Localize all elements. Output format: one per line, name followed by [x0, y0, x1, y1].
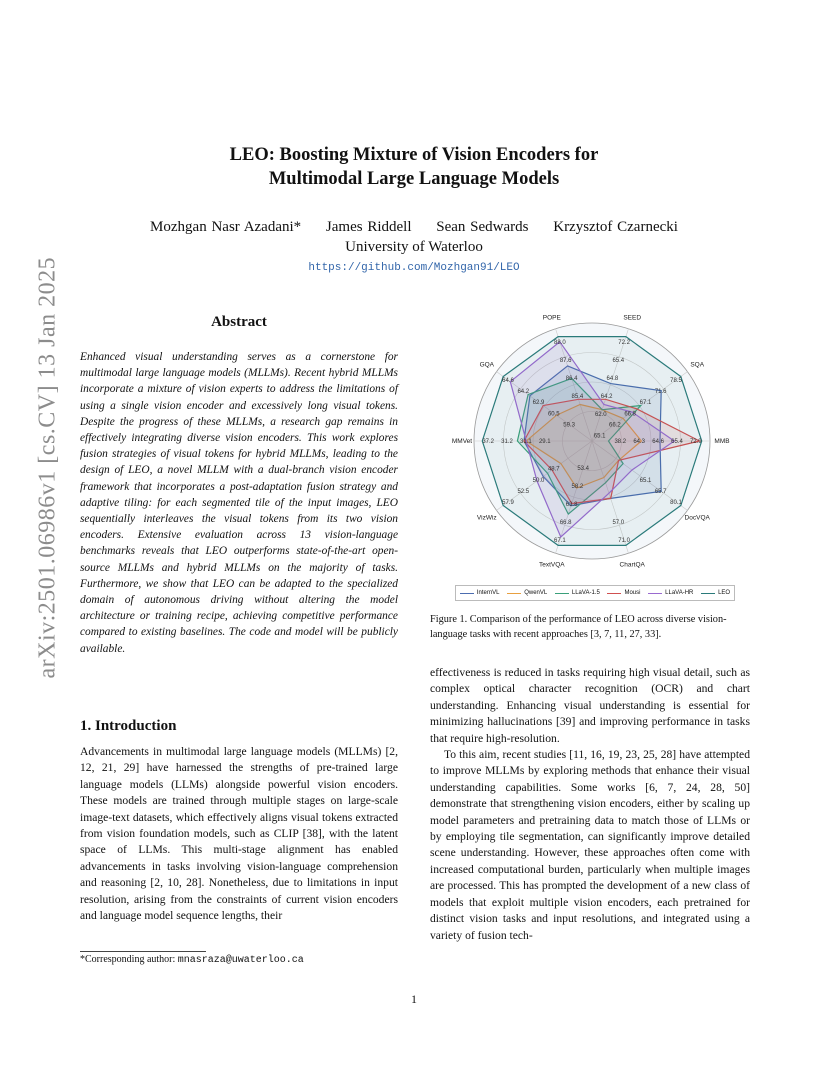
tick-label: 88.0: [554, 340, 566, 347]
tick-label: 53.4: [577, 465, 590, 472]
legend-label: QwenVL: [524, 590, 548, 596]
tick-label: 66.8: [559, 519, 572, 526]
affiliation: University of Waterloo: [345, 239, 483, 255]
tick-label: 37.2: [482, 439, 495, 445]
footnote-label: *Corresponding author:: [80, 954, 178, 965]
tick-label: 59.3: [563, 422, 575, 429]
tick-label: 31.1: [520, 439, 532, 445]
tick-label: 50.0: [532, 477, 545, 484]
tick-label: 58.2: [571, 483, 584, 490]
axis-label-mmvet: MMVet: [451, 438, 473, 445]
author-list: [0, 219, 828, 236]
tick-label: 64.2: [600, 394, 613, 401]
author-4: Krzysztof Czarnecki: [553, 219, 678, 235]
tick-label: 72.2: [618, 340, 630, 347]
tick-label: 52.5: [517, 488, 530, 495]
tick-label: 29.1: [538, 439, 551, 445]
tick-label: 87.6: [559, 358, 572, 365]
tick-label: 67.1: [554, 537, 566, 544]
legend-item-internvl: [460, 590, 500, 596]
tick-label: 60.5: [547, 411, 560, 418]
tick-label: 80.1: [670, 500, 682, 506]
github-link[interactable]: https://github.com/Mozhgan91/LEO: [308, 262, 520, 274]
tick-label: 86.4: [565, 376, 578, 383]
author-2: James Riddell: [325, 219, 412, 235]
axis-label-textvqa: TextVQA: [538, 561, 565, 569]
tick-label: 72.9: [689, 439, 702, 445]
tick-label: 65.4: [671, 439, 683, 445]
tick-label: 78.5: [670, 378, 682, 384]
tick-label: 38.2: [614, 439, 627, 445]
tick-label: 65.1: [639, 477, 652, 484]
tick-label: 48.7: [547, 466, 560, 473]
legend-label: LEO: [718, 590, 731, 596]
arxiv-stamp: arXiv:2501.06986v1 [cs.CV] 13 Jan 2025: [34, 256, 61, 679]
legend-item-llava-hr: [648, 590, 693, 596]
footnote-rule: [80, 951, 206, 952]
paper-title: [0, 143, 828, 191]
right-paragraph-1: effectiveness is reduced in tasks requiring high visual detail, such as complex optical character recognition (OCR) and chart understanding. Enhancing visual understanding is essential for minimizing hallucinations [39] and improving performance in tasks that require high-resolution.: [430, 666, 750, 745]
footnote: [80, 954, 304, 966]
axis-label-chartqa: ChartQA: [619, 561, 645, 569]
tick-label: 71.6: [654, 389, 667, 396]
legend-item-qwenvl: [507, 590, 547, 596]
series-leo: [479, 337, 701, 546]
tick-label: 57.9: [502, 500, 514, 506]
axis-label-gqa: GQA: [479, 361, 495, 369]
legend-item-llava-1-5: [555, 590, 600, 596]
tick-label: 66.2: [609, 422, 621, 429]
radar-chart: [430, 310, 750, 604]
tick-label: 64.2: [517, 389, 530, 396]
tick-label: 65.4: [612, 358, 625, 365]
legend-swatch: [701, 593, 715, 594]
chart-legend: [455, 585, 735, 601]
axis-label-vizwiz: VizWiz: [476, 514, 497, 522]
legend-label: LLaVA-HR: [665, 590, 694, 596]
right-column-text: [430, 665, 750, 944]
axis-label-mmb: MMB: [714, 438, 730, 445]
author-1: Mozhgan Nasr Azadani*: [150, 219, 302, 235]
legend-swatch: [648, 593, 662, 594]
tick-label: 71.0: [618, 537, 630, 544]
page-number: 1: [411, 992, 417, 1006]
tick-label: 85.4: [571, 394, 584, 401]
tick-label: 66.8: [624, 411, 637, 418]
tick-label: 65.7: [654, 488, 667, 495]
figure-caption: Figure 1. Comparison of the performance of LEO across diverse vision-language tasks with recent approaches [3, 7, 11, 27, 33].: [430, 614, 727, 640]
footnote-email[interactable]: mnasraza@uwaterloo.ca: [177, 955, 304, 966]
tick-label: 67.1: [639, 400, 652, 407]
axis-label-sqa: SQA: [690, 361, 705, 369]
tick-label: 64.6: [502, 378, 514, 384]
tick-label: 63.8: [565, 501, 578, 508]
axis-label-seed: SEED: [623, 314, 642, 322]
tick-label: 57.0: [612, 519, 625, 526]
author-3: Sean Sedwards: [436, 219, 529, 235]
radar-series: [479, 337, 701, 546]
abstract-text: Enhanced visual understanding serves as a cornerstone for multimodal large language models (MLLMs). Recent hybrid MLLMs incorporate a mixture of vision experts to address the limitations of using a single vision encoder and excessively long visual tokens. Despite the progress of these MLLMs, a research gap remains in effectively integrating diverse vision encoders. This work explores fusion strategies of visual tokens for hybrid MLLMs, leading to the design of LEO, a novel MLLM with a dual-branch vision encoder framework that incorporates a post-adaptation fusion strategy and adaptive tiling: for each segmented tile of the input images, LEO sequentially interleaves the visual tokens from its two vision encoders. Extensive evaluation across 13 vision-language benchmarks reveals that LEO outperforms state-of-the-art open-source MLLMs and hybrid MLLMs on the majority of tasks. Furthermore, we show that LEO can be adapted to the specialized domain of autonomous driving without altering the model architecture or training recipe, achieving competitive performance compared to existing baselines. The code and model will be publicly available.: [80, 351, 398, 655]
axis-label-pope: POPE: [542, 314, 561, 322]
tick-label: 62.9: [532, 400, 545, 407]
right-paragraph-2: To this aim, recent studies [11, 16, 19, 23, 25, 28] have attempted to improve MLLMs by exploring methods that enhance their visual understanding capabilities. Some works [6, 7, 24, 28, 50] demonstrate that strengthening vision encoders, either by scaling up model parameters and pretraining data to match those of LLMs or by employing tile segmentation, can significantly improve detailed scene understanding. However, these approaches often come with increased computational burden, particularly when multiple images are processed. This has prompted the development of a new class of models that exploit multiple vision encoders, each pretrained for distinct vision tasks and input resolutions, and integrated using a variety of fusion tech-: [430, 748, 750, 942]
tick-label: 64.8: [606, 376, 619, 383]
legend-swatch: [607, 593, 621, 594]
legend-swatch: [507, 593, 521, 594]
title-line-1: LEO: Boosting Mixture of Vision Encoders for: [229, 145, 599, 165]
legend-label: Mousi: [624, 590, 641, 596]
tick-label: 64.3: [633, 439, 646, 445]
tick-label: 31.2: [501, 439, 513, 445]
legend-swatch: [460, 593, 474, 594]
legend-item-leo: [701, 590, 730, 596]
legend-item-mousi: [607, 590, 640, 596]
axis-label-docvqa: DocVQA: [684, 514, 710, 522]
legend-label: LLaVA-1.5: [571, 590, 600, 596]
tick-label: 64.6: [652, 439, 664, 445]
tick-label: 62.0: [594, 412, 607, 419]
introduction-heading: 1. Introduction: [80, 718, 177, 734]
legend-swatch: [555, 593, 569, 594]
legend-label: InternVL: [476, 590, 500, 596]
title-line-2: Multimodal Large Language Models: [268, 169, 560, 189]
introduction-paragraph: Advancements in multimodal large language models (MLLMs) [2, 12, 21, 29] have harnessed the strengths of pre-trained large language models (LLMs) alongside powerful vision encoders. These models are trained through multiple stages on large-scale image-text datasets, which effectively aligns visual tokens extracted from vision foundation models, such as CLIP [38], with the latent space of LLMs. This multi-stage alignment has enabled advancements in tasks involving vision-language comprehension and reasoning [2, 10, 28]. Nonetheless, due to limitations in input resolution, arising from the constraints of current vision encoders and language model sequence lengths, their: [80, 745, 398, 923]
tick-label: 65.1: [593, 433, 606, 440]
abstract-heading: Abstract: [211, 314, 267, 330]
